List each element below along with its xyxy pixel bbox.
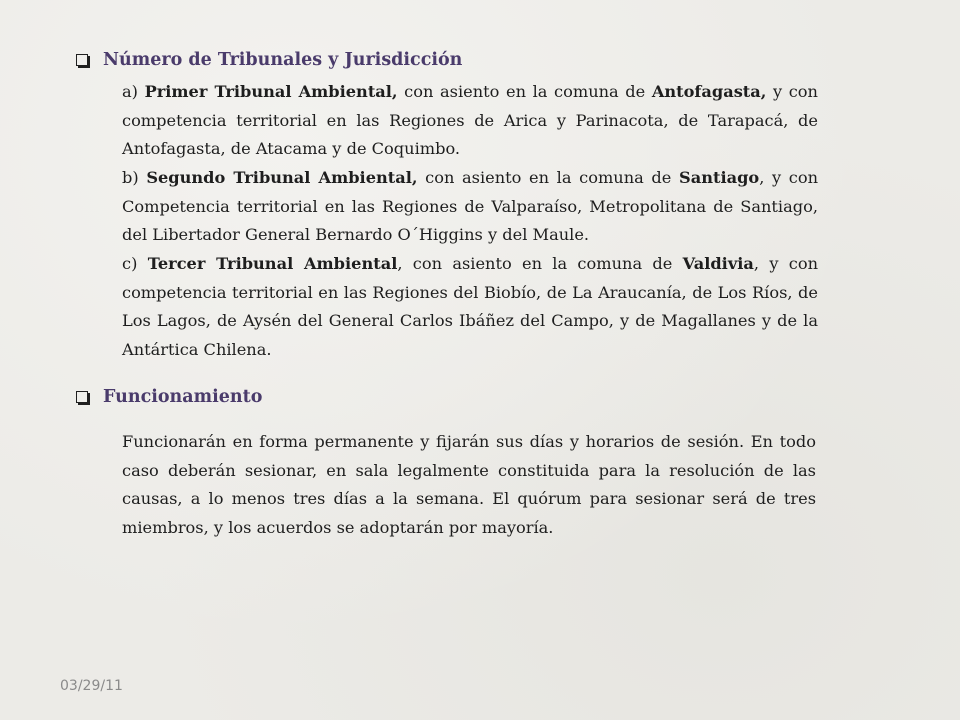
checkbox-icon [76, 54, 88, 66]
item-b-text2: , y con Competencia territorial en las Regiones de Valparaíso, Metropolitana de Santiago, del Libertador General Bernardo O´Higgins y del Maule. [122, 168, 818, 244]
item-a-text1: con asiento en la comuna de [397, 82, 652, 101]
item-b-name: Segundo Tribunal Ambiental, [146, 168, 418, 187]
checkbox-icon [76, 391, 88, 403]
slide-date: 03/29/11 [60, 678, 123, 694]
item-b-prefix: b) [122, 168, 147, 187]
item-a-prefix: a) [122, 82, 145, 101]
section-heading-funcionamiento [76, 387, 262, 407]
item-b-text1: con asiento en la comuna de [417, 168, 680, 187]
item-c-name: Tercer Tribunal Ambiental [147, 254, 398, 273]
item-b-city: Santiago [679, 168, 760, 187]
item-c-text1: , con asiento en la comuna de [397, 254, 683, 273]
item-a-paragraph [122, 78, 818, 164]
funcionamiento-paragraph: Funcionarán en forma permanente y fijarán sus días y horarios de sesión. En todo caso deberán sesionar, en sala legalmente constituida para la resolución de las causas, a lo menos tres días a la semana. El quórum para sesionar será de tres miembros, y los acuerdos se adoptarán por mayoría. [122, 432, 816, 537]
section-heading-tribunales [76, 50, 462, 70]
item-a-text2: y con competencia territorial en las Regiones de Arica y Parinacota, de Tarapacá, de Antofagasta, de Atacama y de Coquimbo. [122, 82, 818, 158]
section-heading-text: Funcionamiento [103, 387, 263, 407]
item-b-paragraph [122, 164, 818, 250]
item-a-name: Primer Tribunal Ambiental, [144, 82, 398, 101]
item-c-city: Valdivia [682, 254, 754, 273]
item-c-paragraph [122, 250, 818, 364]
item-a-city: Antofagasta, [651, 82, 767, 101]
item-c-prefix: c) [122, 254, 148, 273]
item-c-text2: , y con competencia territorial en las Regiones del Biobío, de La Araucanía, de Los Ríos, de Los Lagos, de Aysén del General Carlos Ibáñez del Campo, y de Magallanes y de la Antártica Chilena. [122, 254, 818, 359]
section-heading-text: Número de Tribunales y Jurisdicción [103, 50, 463, 70]
